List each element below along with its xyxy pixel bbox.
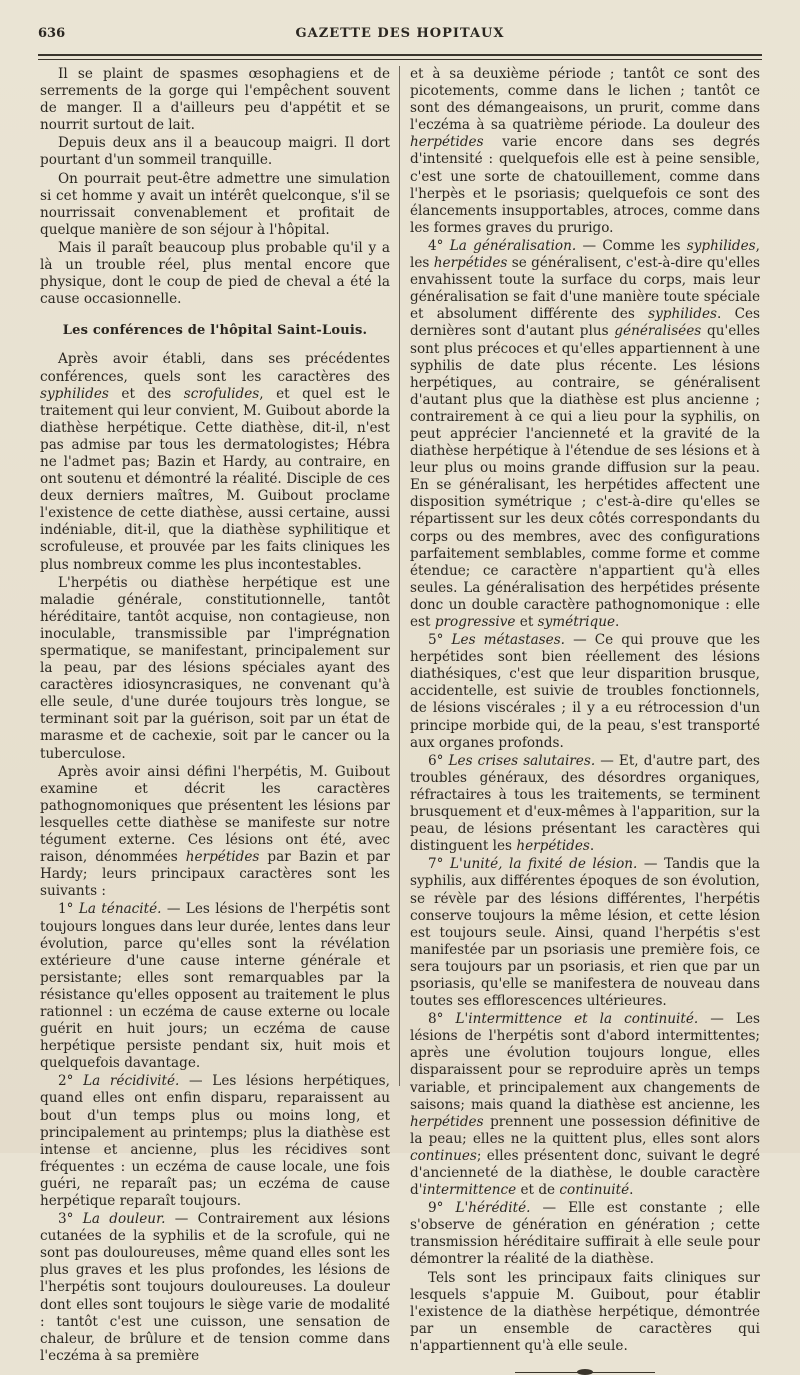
left-column	[40, 66, 390, 1366]
paragraph: Après avoir ainsi défini l'herpétis, M. Guibout examine et décrit les caractères pathognomoniques que présentent les lésions par lesquelles cette diathèse se manifeste sur notre tégument externe. Ces lésions ont été, avec raison, dénommées herpétides par Bazin et par Hardy; leurs principaux caractères sont les suivants :	[40, 763, 390, 900]
end-ornament-rule	[515, 1369, 655, 1375]
paragraph: Mais il paraît beaucoup plus probable qu'il y a là un trouble réel, plus mental encore que physique, dont le coup de pied de cheval a été la cause occasionnelle.	[40, 239, 390, 308]
page-header	[38, 26, 762, 50]
right-column	[410, 66, 760, 1375]
section-heading: Les conférences de l'hôpital Saint-Louis.	[62, 323, 368, 339]
numbered-paragraph: 5° Les métastases. — Ce qui prouve que les herpétides sont bien réellement des lésions diathésiques, c'est que leur disparition brusque, accidentelle, est suivie de troubles fonctionnels, de lésions viscérales ; il y a eu rétrocession d'un principe morbide qui, de la peau, s'est transporté aux organes profonds.	[410, 632, 760, 751]
paragraph: et à sa deuxième période ; tantôt ce sont des picotements, comme dans le lichen ; tantôt ce sont des démangeaisons, un prurit, comme dans l'eczéma à sa quatrième période. La douleur des herpétides varie encore dans ses degrés d'intensité : quelquefois elle est à peine sensible, c'est une sorte de chatouillement, comme dans l'herpès et le psoriasis; quelquefois ce sont des élancements insupportables, atroces, comme dans les formes graves du prurigo.	[410, 66, 760, 236]
header-rule	[38, 54, 762, 60]
paragraph: Depuis deux ans il a beaucoup maigri. Il dort pourtant d'un sommeil tranquille.	[40, 135, 390, 169]
column-divider	[399, 66, 400, 1086]
numbered-paragraph: 6° Les crises salutaires. — Et, d'autre part, des troubles généraux, des désordres organiques, réfractaires à tous les traitements, se terminent brusquement et d'eux-mêmes à l'apparition, sur la peau, de lésions présentant les caractères qui distinguent les herpétides.	[410, 752, 760, 855]
paragraph: Après avoir établi, dans ses précédentes conférences, quels sont les caractères des syphilides et des scrofulides, et quel est le traitement qui leur convient, M. Guibout aborde la diathèse herpétique. Cette diathèse, dit-il, n'est pas admise par tous les dermatologistes; Hébra ne l'admet pas; Bazin et Hardy, au contraire, en ont soutenu et démontré la réalité. Disciple de ces deux derniers maîtres, M. Guibout proclame l'existence de cette diathèse, aussi certaine, aussi indéniable, dit-il, que la diathèse syphilitique et scrofuleuse, et prouvée par les faits cliniques les plus nombreux comme les plus incontestables.	[40, 351, 390, 573]
numbered-paragraph: 9° L'hérédité. — Elle est constante ; elle s'observe de génération en génération ; cette transmission héréditaire suffirait à elle seule pour démontrer la réalité de la diathèse.	[410, 1200, 760, 1268]
numbered-paragraph: 8° L'intermittence et la continuité. — Les lésions de l'herpétis sont d'abord intermittentes; après une évolution toujours longue, elles disparaissent pour se reproduire après un temps variable, et principalement aux changements de saisons; mais quand la diathèse est ancienne, les herpétides prennent une possession définitive de la peau; elles ne la quittent plus, elles sont alors continues; elles présentent donc, suivant le degré d'ancienneté de la diathèse, le double caractère d'intermittence et de continuité.	[410, 1011, 760, 1199]
numbered-paragraph: 4° La généralisation. — Comme les syphilides, les herpétides se généralisent, c'est-à-dire qu'elles envahissent toute la surface du corps, mais leur généralisation se fait d'une manière toute spéciale et absolument différente des syphilides. Ces dernières sont d'autant plus généralisées qu'elles sont plus précoces et qu'elles appartiennent à une syphilis de date plus récente. Les lésions herpétiques, au contraire, se généralisent d'autant plus que la diathèse est plus ancienne ; contrairement à ce qui a lieu pour la syphilis, on peut apprécier l'ancienneté et la gravité de la diathèse herpétique à l'étendue de ses lésions et à leur plus ou moins grande diffusion sur la peau. En se généralisant, les herpétides affectent une disposition symétrique ; c'est-à-dire qu'elles se répartissent sur les deux côtés correspondants du corps ou des membres, avec des configurations parfaitement semblables, comme forme et comme étendue; ce caractère n'appartient qu'à elles seules. La généralisation des herpétides présente donc un double caractère pathognomonique : elle est progressive et symétrique.	[410, 237, 761, 630]
numbered-paragraph: 1° La ténacité. — Les lésions de l'herpétis sont toujours longues dans leur durée, lentes dans leur évolution, parce qu'elles sont la révélation extérieure d'une cause interne générale et persistante; elles sont remarquables par la résistance qu'elles opposent au traitement le plus rationnel : un eczéma de cause externe ou locale guérit en huit jours; un eczéma de cause herpétique persiste pendant six, huit mois et quelquefois davantage.	[40, 901, 390, 1072]
paragraph: On pourrait peut-être admettre une simulation si cet homme y avait un intérêt quelconque, s'il se nourrissait convenablement et profitait de quelque manière de son séjour à l'hôpital.	[40, 170, 390, 238]
paragraph: L'herpétis ou diathèse herpétique est une maladie générale, constitutionnelle, tantôt héréditaire, tantôt acquise, non contagieuse, non inoculable, transmissible par l'imprégnation spermatique, se manifestant, principalement sur la peau, par des lésions spéciales ayant des caractères idiosyncrasiques, ne convenant qu'à elle seule, d'une durée toujours très longue, se terminant soit par la guérison, soit par un état de marasme et de cachexie, soit par le cancer ou la tuberculose.	[40, 574, 390, 762]
paragraph: Tels sont les principaux faits cliniques sur lesquels s'appuie M. Guibout, pour établir l'existence de la diathèse herpétique, démontrée par un ensemble de caractères qui n'appartiennent qu'à elle seule.	[410, 1269, 760, 1354]
numbered-paragraph: 3° La douleur. — Contrairement aux lésions cutanées de la syphilis et de la scrofule, qui ne sont pas douloureuses, même quand elles sont les plus graves et les plus profondes, les lésions de l'herpétis sont toujours douloureuses. La douleur dont elles sont toujours le siège varie de modalité : tantôt c'est une cuisson, une sensation de chaleur, de brûlure et de tension comme dans l'eczéma à sa première	[40, 1211, 390, 1364]
page-number: 636	[38, 26, 66, 41]
numbered-paragraph: 7° L'unité, la fixité de lésion. — Tandis que la syphilis, aux différentes époques de son évolution, se révèle par des lésions différentes, l'herpétis conserve toujours la même lésion, et cette lésion est toujours seule. Ainsi, quand l'herpétis s'est manifestée par un psoriasis une première fois, ce sera toujours par un psoriasis, et rien que par un psoriasis, qu'elle se manifestera de nouveau dans toutes ses efflorescences ultérieures.	[410, 856, 761, 1010]
paragraph: Il se plaint de spasmes œsophagiens et de serrements de la gorge qui l'empêchent souvent de manger. Il a d'ailleurs peu d'appétit et se nourrit surtout de lait.	[40, 66, 390, 134]
numbered-paragraph: 2° La récidivité. — Les lésions herpétiques, quand elles ont enfin disparu, reparaissent au bout d'un temps plus ou moins long, et principalement au printemps; plus la diathèse est intense et ancienne, plus les récidives sont fréquentes : un eczéma de cause locale, une fois guéri, ne reparaît pas; un eczéma de cause herpétique reparaît toujours.	[40, 1073, 390, 1209]
journal-title: GAZETTE DES HOPITAUX	[295, 26, 505, 41]
